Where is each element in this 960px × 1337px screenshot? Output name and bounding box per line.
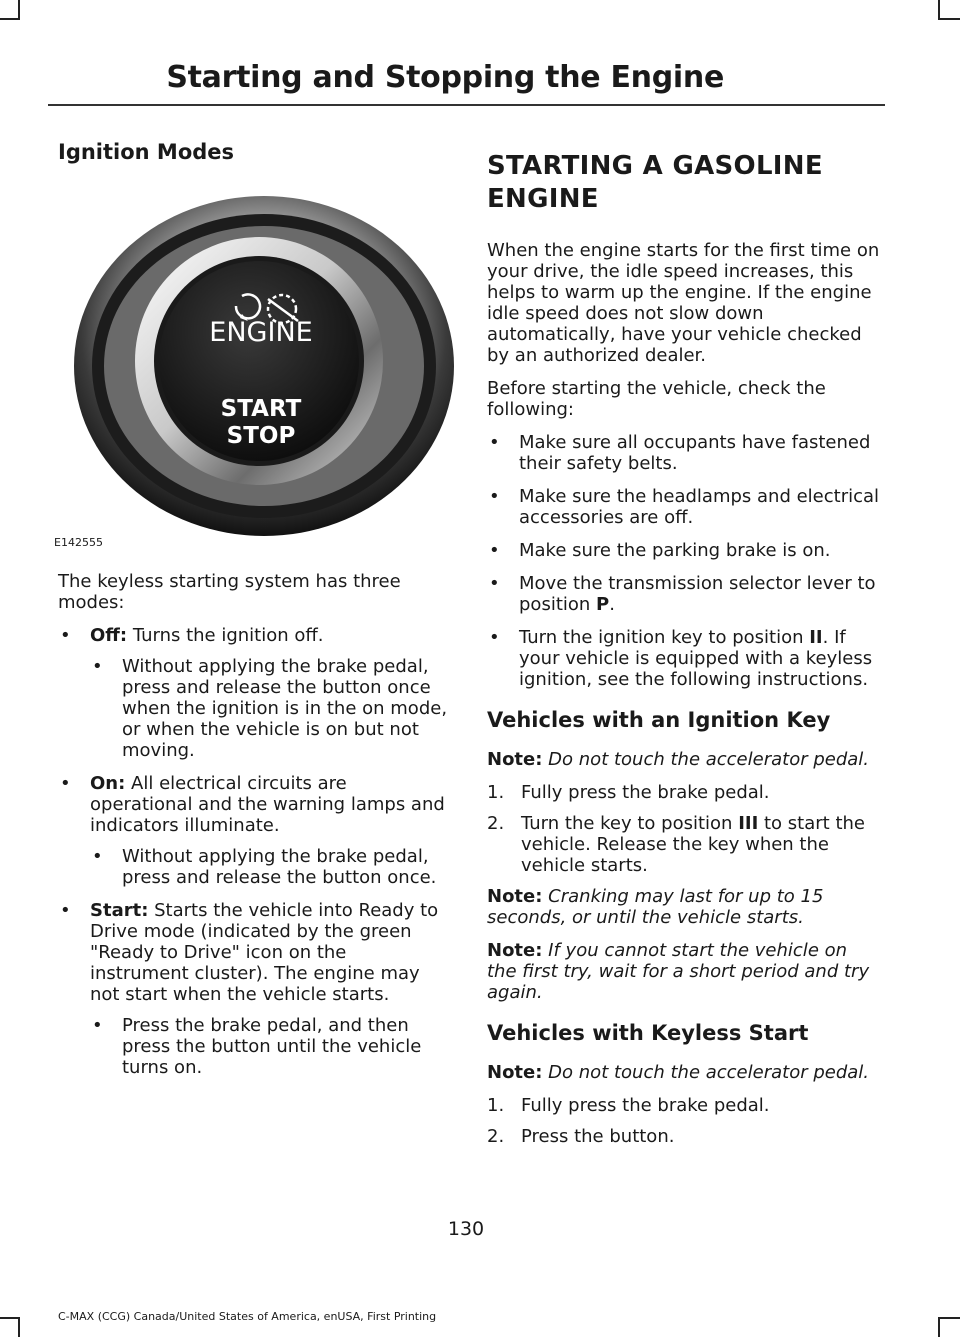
mode-on-label: On: <box>90 773 126 794</box>
crop-mark <box>938 1317 940 1337</box>
mode-on-sub: • Without applying the brake pedal, press and release the button once. <box>90 846 448 888</box>
note-text: Do not touch the accelerator pedal. <box>542 1062 870 1083</box>
note-label: Note: <box>487 886 543 907</box>
section-heading-starting-gasoline-engine: STARTING A GASOLINE ENGINE <box>487 151 823 214</box>
page-header-title: Starting and Stopping the Engine <box>166 60 724 95</box>
mode-on <box>58 773 448 888</box>
subsection-title-ignition-key: Vehicles with an Ignition Key <box>487 708 831 732</box>
note <box>487 886 882 928</box>
button-label-stop: STOP <box>226 423 296 449</box>
right-column <box>487 140 882 1157</box>
subsection-title-keyless-start: Vehicles with Keyless Start <box>487 1021 809 1045</box>
crop-mark <box>940 18 960 20</box>
note <box>487 940 882 1003</box>
checklist-text: . If your vehicle is equipped with a keyless ignition, see the following instructions. <box>519 627 873 690</box>
step-text: Fully press the brake pedal. <box>521 782 770 803</box>
checklist-item: • Make sure the headlamps and electrical accessories are off. <box>487 486 882 528</box>
step-text: Fully press the brake pedal. <box>521 1095 770 1116</box>
engine-start-button-figure <box>54 181 454 551</box>
ignition-mode-list <box>58 625 448 1078</box>
mode-start <box>58 900 448 1078</box>
step-text: Turn the key to position <box>521 813 739 834</box>
checklist-item <box>487 627 882 690</box>
keyless-start-steps <box>487 1095 882 1147</box>
crop-mark <box>940 1317 960 1319</box>
mode-off-sub: • Without applying the brake pedal, press and release the button once when the ignition is in the on mode, or when the vehicle is on but not moving. <box>90 656 448 761</box>
key-position-iii: III <box>738 813 759 834</box>
button-label-start: START <box>220 396 302 422</box>
mode-start-text: Starts the vehicle into Ready to Drive mode (indicated by the green "Ready to Drive" icon on the instrument cluster). The engine may not start when the vehicle starts. <box>90 900 439 1005</box>
start-stop-button-illustration <box>54 181 454 541</box>
mode-off-label: Off: <box>90 625 128 646</box>
footer-publication-info: C-MAX (CCG) Canada/United States of America, enUSA, First Printing <box>58 1310 437 1323</box>
header-rule <box>48 104 885 106</box>
pre-start-checklist <box>487 432 882 690</box>
checklist-item <box>487 573 882 615</box>
page-number: 130 <box>447 1218 485 1240</box>
note <box>487 749 882 770</box>
step-number: 1. <box>487 782 505 803</box>
checklist-text: Move the transmission selector lever to position <box>519 573 876 615</box>
crop-mark <box>0 18 20 20</box>
figure-code: E142555 <box>54 536 103 549</box>
crop-mark <box>18 1317 20 1337</box>
gear-position-p: P <box>596 594 610 615</box>
mode-off <box>58 625 448 761</box>
section-title-ignition-modes: Ignition Modes <box>58 140 235 164</box>
left-column <box>54 140 448 1090</box>
mode-start-sub: • Press the brake pedal, and then press the button until the vehicle turns on. <box>90 1015 448 1078</box>
step-number: 2. <box>487 1126 505 1147</box>
mode-on-text: All electrical circuits are operational and the warning lamps and indicators illuminate. <box>90 773 445 836</box>
ignition-key-steps <box>487 782 882 876</box>
note-text: Do not touch the accelerator pedal. <box>542 749 870 770</box>
key-position-ii: II <box>809 627 823 648</box>
step-number: 2. <box>487 813 505 834</box>
crop-mark <box>938 0 940 20</box>
button-label-engine: ENGINE <box>209 317 313 348</box>
checklist-item: • Make sure the parking brake is on. <box>487 540 882 561</box>
note-label: Note: <box>487 940 543 961</box>
step-text: Press the button. <box>521 1126 675 1147</box>
note-text: If you cannot start the vehicle on the first try, wait for a short period and try again. <box>487 940 870 1003</box>
mode-off-text: Turns the ignition off. <box>127 625 324 646</box>
note-label: Note: <box>487 1062 543 1083</box>
step <box>487 1126 882 1147</box>
note-text: Cranking may last for up to 15 seconds, or until the vehicle starts. <box>487 886 824 928</box>
crop-mark <box>18 0 20 20</box>
checklist-item: • Make sure all occupants have fastened their safety belts. <box>487 432 882 474</box>
checklist-text: Turn the ignition key to position <box>519 627 810 648</box>
step <box>487 782 882 803</box>
note-label: Note: <box>487 749 543 770</box>
step <box>487 1095 882 1116</box>
step-text: to start the vehicle. Release the key when the vehicle starts. <box>521 813 865 876</box>
paragraph-check-following: Before starting the vehicle, check the following: <box>487 378 826 420</box>
note <box>487 1062 882 1083</box>
mode-start-label: Start: <box>90 900 149 921</box>
step-number: 1. <box>487 1095 505 1116</box>
paragraph-idle-speed: When the engine starts for the first time on your drive, the idle speed increases, this helps to warm up the engine. If the engine idle speed does not slow down automatically, have your vehicle checked by an authorized dealer. <box>487 240 880 366</box>
intro-paragraph: The keyless starting system has three modes: <box>58 571 401 613</box>
crop-mark <box>0 1317 20 1319</box>
step <box>487 813 882 876</box>
checklist-text: . <box>609 594 615 615</box>
